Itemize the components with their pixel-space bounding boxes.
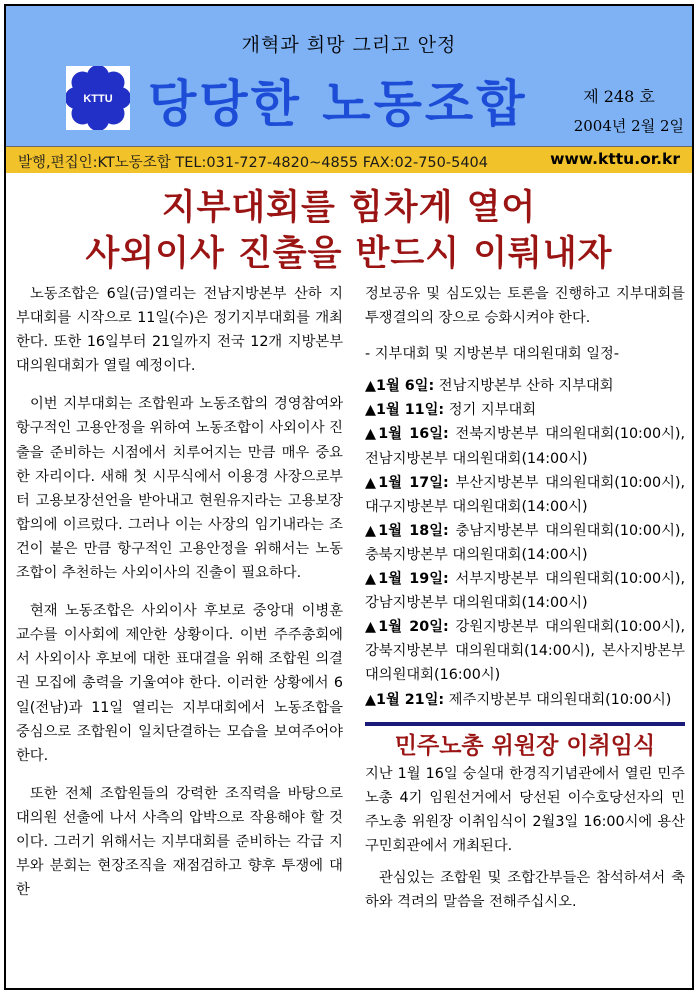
schedule-item xyxy=(365,374,685,398)
schedule-date: ▲1월 17일: xyxy=(365,474,449,491)
schedule-text: 충남지방본부 대의원대회(10:00시), 충북지방본부 대의원대회(14:00시) xyxy=(365,522,685,563)
schedule-text: 부산지방본부 대의원대회(10:00시), 대구지방본부 대의원대회(14:00시) xyxy=(365,474,685,515)
section-divider xyxy=(365,722,685,726)
newspaper-title: 당당한 노동조합 xyxy=(148,75,528,133)
schedule-item xyxy=(365,471,685,519)
schedule-date: ▲1월 16일: xyxy=(365,426,449,443)
article-paragraph: 관심있는 조합원 및 조합간부들은 참석하셔서 축하와 격려의 말씀을 전해주십시오. xyxy=(365,870,685,911)
schedule-date: ▲1월 11일: xyxy=(365,402,445,419)
schedule-item xyxy=(365,615,685,687)
schedule-date: ▲1월 21일: xyxy=(365,691,445,708)
schedule-item xyxy=(365,398,685,422)
issue-number: 제 248 호 xyxy=(583,87,655,106)
schedule-text: 전북지방본부 대의원대회(10:00시), 전남지방본부 대의원대회(14:00시) xyxy=(365,426,685,467)
logo-text: KTTU xyxy=(83,93,113,105)
schedule-text: 정기 지부대회 xyxy=(444,402,537,419)
schedule-text: 강원지방본부 대의원대회(10:00시), 강북지방본부 대의원대회(14:00시), 본사지방본부 대의원대회(16:00시) xyxy=(365,619,685,684)
article-paragraph: 노동조합은 6일(금)열리는 전남지방본부 산하 지부대회를 시작으로 11일(수)은 정기지부대회를 개최한다. 또한 16일부터 21일까지 전국 12개 지방본부 대의원대회가 열릴 예정이다. xyxy=(16,286,343,375)
article-title: 민주노총 위원장 이취임식 xyxy=(394,732,656,759)
schedule-item xyxy=(365,688,685,712)
publisher-bar xyxy=(6,146,692,173)
schedule-text: 제주지방본부 대의원대회(10:00시) xyxy=(444,691,672,708)
headline-line-2: 사외이사 진출을 반드시 이뤄내자 xyxy=(85,234,613,274)
slogan: 개혁과 희망 그리고 안정 xyxy=(241,34,457,56)
left-column xyxy=(16,282,343,916)
schedule-item xyxy=(365,422,685,470)
schedule-text: 전남지방본부 산하 지부대회 xyxy=(434,378,614,395)
schedule-date: ▲1월 19일: xyxy=(365,571,449,588)
right-column xyxy=(365,282,685,914)
article-continuation: 정보공유 및 심도있는 토론을 진행하고 지부대회를 투쟁결의의 장으로 승화시켜야 한다. xyxy=(365,286,685,327)
issue-date: 2004년 2월 2일 xyxy=(573,117,684,135)
website-link[interactable]: www.kttu.or.kr xyxy=(550,150,680,168)
flower-logo-icon xyxy=(66,66,130,130)
article-paragraph: 지난 1월 16일 숭실대 한경직기념관에서 열린 민주노총 4기 임원선거에서 당선된 이수호당선자의 민주노총 위원장 이취임식이 2월3일 16:00시에 용산구민회관에서 개최된다. xyxy=(365,765,685,854)
article-paragraph: 또한 전체 조합원들의 강력한 조직력을 바탕으로 대의원 선출에 나서 사측의 압박으로 작용해야 할 것이다. 그러기 위해서는 지부대회를 준비하는 각급 지부와 분회는 현장조직을 재점검하고 향후 투쟁에 대한 xyxy=(16,785,343,899)
schedule-date: ▲1월 18일: xyxy=(365,522,449,539)
schedule-text: 서부지방본부 대의원대회(10:00시), 강남지방본부 대의원대회(14:00시) xyxy=(365,571,685,612)
schedule-date: ▲1월 20일: xyxy=(365,619,449,636)
issue-info xyxy=(554,84,684,136)
headline-line-1: 지부대회를 힘차게 열어 xyxy=(161,188,537,228)
article-paragraph: 현재 노동조합은 사외이사 후보로 중앙대 이병훈 교수를 이사회에 제안한 상황이다. 이번 주주총회에서 사외이사 후보에 대한 표대결을 위해 조합원 의결권 모집에 총력을 기울여야 한다. 이러한 상황에서 6일(전남)과 11일 열리는 지부대회에서 노동조합을 중심으로 조합원이 일치단결하는 모습을 보여주어야 한다. xyxy=(16,603,343,764)
article-paragraph: 이번 지부대회는 조합원과 노동조합의 경영참여와 항구적인 고용안정을 위하여 노동조합이 사외이사 진출을 준비하는 시점에서 치루어지는 만큼 매우 중요한 자리이다. 새해 첫 시무식에서 이용경 사장으로부터 고용보장선언을 받아내고 현원유지라는 고용보장합의에 이르렀다. 그러나 이는 사장의 임기내라는 조건이 붙은 만큼 항구적인 고용안정을 위해서는 노동조합이 추천하는 사외이사의 진출이 필요하다. xyxy=(16,396,343,582)
publisher-contact: 발행,편집인:KT노동조합 TEL:031-727-4820~4855 FAX:02-750-5404 xyxy=(18,155,489,171)
masthead xyxy=(6,6,692,146)
schedule-title: - 지부대회 및 지방본부 대의원대회 일정- xyxy=(365,346,620,363)
schedule-item xyxy=(365,519,685,567)
union-logo xyxy=(66,66,130,130)
schedule-date: ▲1월 6일: xyxy=(365,378,435,395)
schedule-item xyxy=(365,567,685,615)
